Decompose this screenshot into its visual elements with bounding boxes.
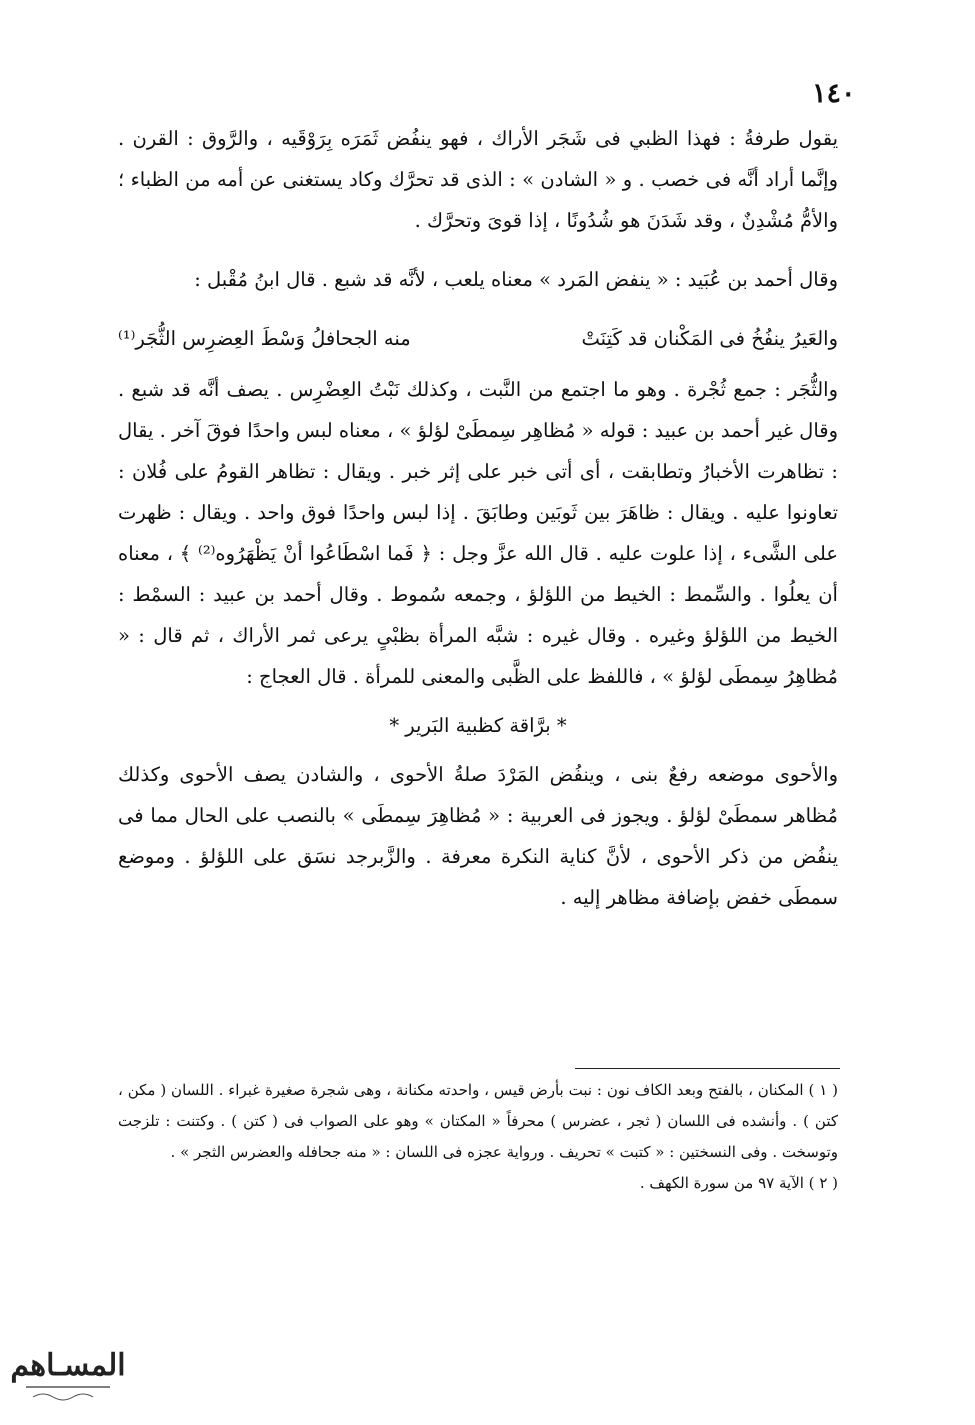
text-line: والسِّمط : الخيط من اللؤلؤ ، وجمعه سُموط . وقال أحمد بن عبيد : السمْط : الخيط [118,583,838,647]
footnotes [118,1075,838,1199]
rajaz-verse: * برَّاقة كظبية البَرير * [389,714,567,737]
verse-second-hemistich: منه الجحافلُ وَسْطَ العِضرِس الثُّجَر⁽¹⁾ [118,327,411,350]
text-line: يقول طرفةُ : فهذا الظبي فى شَجَر الأراك ، فهو ينفُض ثَمَرَه بِرَوْقَيه ، [258,127,839,150]
footnote-line: جحافله والعضرس الثجر » . [170,1143,342,1161]
paragraph [118,754,838,918]
text-line: وكذلك مُظاهر سمطَىْ لؤلؤ . ويجوز فى العربية : « مُظاهِرَ سِمطَى » بالنصب على [118,763,839,827]
verse-first-hemistich: والعَيرُ ينفُخُ فى المَكْنان قد كَتِنَتْ [581,327,838,350]
footnote-line: ( كتن ) . وكتنت : تلزجت وتوسخت . وفى النسختين : « كتبت » تحريف . ورواية عجزه فى اللسان : « منه [118,1112,838,1161]
paragraph [118,369,838,697]
library-seal-logo [8,1325,128,1415]
text-line: وتحرَّك . [414,209,482,232]
text-line: اللؤلؤ . وموضع سمطَى خفض بإضافة مظاهر إليه . [118,845,838,909]
page-number: ١٤٠ [812,78,856,109]
text-line: يستغنى عن أمه من الظباء ؛ والأمُّ مُشْدِنٌ ، وقد شَدَنَ هو شُدُونًا ، إذا قوىَ [118,168,838,232]
text-line: ثَوبَين وطابَقَ . إذا لبس واحدًا فوق واحد . ويقال : ظهرت على الشَّىء ، إذا علوت [118,501,838,565]
text-line: والأحوى موضعه رفعٌ بنى ، وينفُض المَرْدَ صلةُ الأحوى ، والشادن يصف الأحوى [169,763,838,786]
text-line: والثُّجَر : جمع ثُجْرة . وهو ما اجتمع من النَّبت ، وكذلك نَبْتُ العِضْرِس . [269,378,838,401]
footnote-line: ( ٢ ) الآية ٩٧ من سورة الكهف . [639,1174,838,1192]
text-line: عليه . قال الله عزَّ وجل : ﴿ فَما اسْطَاعُوا أنْ يَظْهَرُوه⁽²⁾ ﴾ ، معناه أن يعلُوا . [118,542,838,606]
text-line: والرَّوق : القرن . وإنَّما أراد أنَّه فى خصب . و « الشادن » : الذى قد تحرَّك وكاد [118,127,838,191]
text-line: سِمطَى لؤلؤ » ، فاللفظ على الظَّبى والمعنى للمرأة . قال العجاج : [246,665,779,688]
poetry-verse [118,318,838,359]
footnote [118,1168,838,1199]
footnote [118,1075,838,1168]
text-line: من اللؤلؤ وغيره . وقال غيره : شبَّه المرأة بظبْىٍ يرعى ثمر الأراك ، ثم قال : « مُظاهِرُ [118,624,838,688]
paragraph [118,259,838,300]
text-line: وقال أحمد بن عُبَيد : « ينفض المَرد » معناه يلعب ، لأنَّه قد شبع . قال ابنُ [248,268,838,291]
footnote-line: ( ١ ) المكنان ، بالفتح وبعد الكاف نون : نبت بأرض قيس ، واحدته مكنانة ، وهى شجرة صغيرة [260,1081,838,1099]
text-line: على إثر خبر . ويقال : تظاهر القومُ على فُلان : تعاونوا عليه . ويقال : ظاهَرَ بين [118,460,838,524]
main-text [118,118,838,918]
text-line: مُقْبل : [194,268,248,291]
footnote-line: غبراء . اللسان ( مكن ، كتن ) . وأنشده فى اللسان ( ثجر ، عضرس ) محرفاً « المكتان » وهو على الصواب فى [118,1081,838,1130]
text-line: الحال مما فى ينفُض من ذكر الأحوى ، لأنَّ كناية النكرة معرفة . والزَّبرجد نسَق على [118,804,838,868]
footnote-divider [575,1068,840,1069]
paragraph [118,118,838,241]
text-line: معناه لبس واحدًا فوقَ آخر . يقال : تظاهرت الأخبارُ وتطابقت ، أى أتى خبر [118,419,839,483]
text-line: يصف أنَّه قد شبع . وقال غير أحمد بن عبيد : قوله « مُظاهِر سِمطَىْ لؤلؤ » ، [118,378,838,442]
seal-text: المسـاهم [10,1348,126,1383]
